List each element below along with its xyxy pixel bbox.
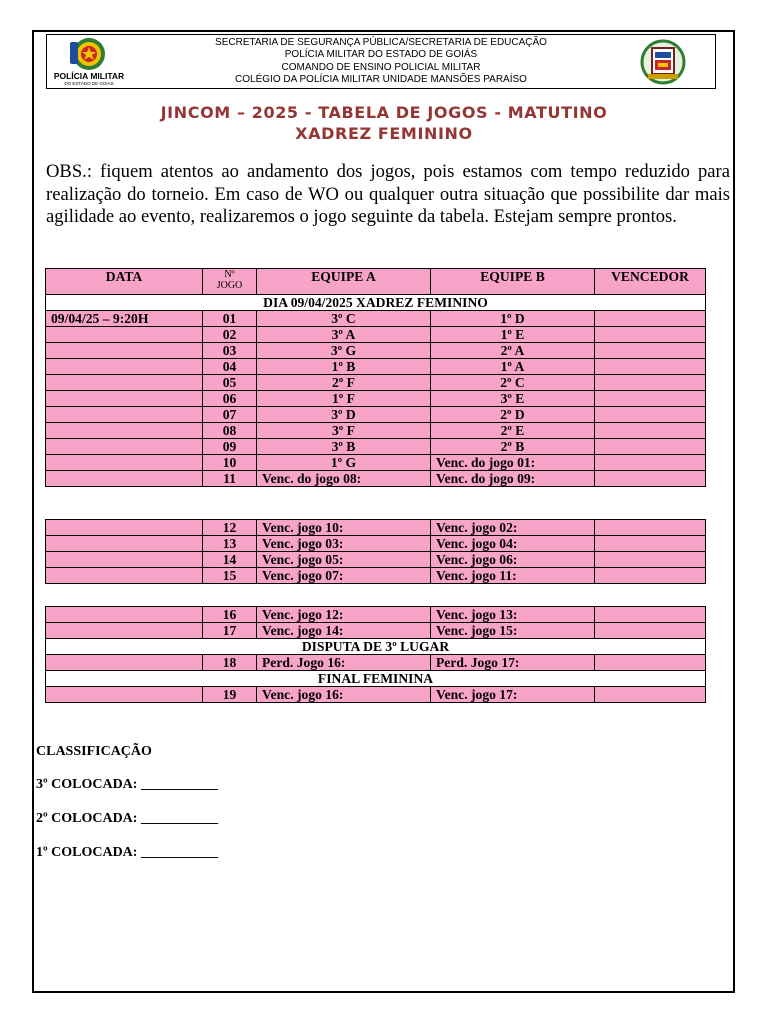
- cell-data: [46, 655, 203, 671]
- policia-militar-logo: [50, 36, 128, 86]
- cell-equipe-a: 3º G: [257, 343, 431, 359]
- cell-vencedor: [595, 552, 706, 568]
- final-band-row: [46, 671, 706, 687]
- table-row: [46, 655, 706, 671]
- cell-data: [46, 359, 203, 375]
- cell-vencedor: [595, 520, 706, 536]
- cell-equipe-a: 3º C: [257, 311, 431, 327]
- cell-data: [46, 607, 203, 623]
- cell-jogo: 10: [203, 455, 257, 471]
- cell-data: [46, 375, 203, 391]
- cell-vencedor: [595, 343, 706, 359]
- cell-equipe-b: Venc. do jogo 01:: [431, 455, 595, 471]
- cell-vencedor: [595, 407, 706, 423]
- cell-jogo: 17: [203, 623, 257, 639]
- obs-paragraph: OBS.: fiquem atentos ao andamento dos jogos, pois estamos com tempo reduzido para realização do torneio. Em caso de WO ou qualquer outra situação que possibilite dar mais agilidade ao evento, realizaremos o jogo seguinte da tabela. Estejam sempre prontos.: [46, 161, 730, 227]
- cell-data: 09/04/25 – 9:20H: [46, 311, 203, 327]
- cell-data: [46, 455, 203, 471]
- cell-equipe-a: 3º B: [257, 439, 431, 455]
- header-line-2: POLÍCIA MILITAR DO ESTADO DE GOIÁS: [284, 49, 478, 61]
- header-data: DATA: [46, 269, 203, 295]
- cell-equipe-b: 2º E: [431, 423, 595, 439]
- cell-jogo: 18: [203, 655, 257, 671]
- table-row: [46, 552, 706, 568]
- cell-jogo: 09: [203, 439, 257, 455]
- header-text: [47, 37, 715, 87]
- final-band: FINAL FEMININA: [46, 671, 706, 687]
- cell-equipe-b: 1º A: [431, 359, 595, 375]
- header-box: [46, 34, 716, 89]
- games-table-1: [45, 268, 706, 487]
- cell-equipe-b: Venc. jogo 11:: [431, 568, 595, 584]
- day-band: DIA 09/04/2025 XADREZ FEMININO: [46, 295, 706, 311]
- cell-equipe-a: Venc. jogo 05:: [257, 552, 431, 568]
- cell-equipe-b: 1º E: [431, 327, 595, 343]
- cell-data: [46, 391, 203, 407]
- header-equipe-a: EQUIPE A: [257, 269, 431, 295]
- table-row: [46, 536, 706, 552]
- cell-jogo: 05: [203, 375, 257, 391]
- cell-vencedor: [595, 536, 706, 552]
- cell-data: [46, 327, 203, 343]
- group3-rows: [46, 607, 706, 639]
- cell-jogo: 15: [203, 568, 257, 584]
- table-row: [46, 423, 706, 439]
- cell-equipe-a: 1º G: [257, 455, 431, 471]
- header-jogo: Nº JOGO: [203, 269, 257, 295]
- cell-equipe-a: 3º F: [257, 423, 431, 439]
- cell-vencedor: [595, 359, 706, 375]
- cell-equipe-a: Perd. Jogo 16:: [257, 655, 431, 671]
- cell-jogo: 07: [203, 407, 257, 423]
- cell-data: [46, 343, 203, 359]
- cell-equipe-b: Venc. jogo 02:: [431, 520, 595, 536]
- cell-equipe-b: Venc. do jogo 09:: [431, 471, 595, 487]
- games-table-2: [45, 519, 706, 584]
- cell-data: [46, 568, 203, 584]
- cell-vencedor: [595, 391, 706, 407]
- third-place-band-row: [46, 639, 706, 655]
- cell-data: [46, 471, 203, 487]
- table-row: [46, 327, 706, 343]
- cell-data: [46, 552, 203, 568]
- cell-equipe-a: Venc. jogo 03:: [257, 536, 431, 552]
- document-subtitle: XADREZ FEMININO: [295, 124, 473, 143]
- cell-equipe-b: Venc. jogo 13:: [431, 607, 595, 623]
- table-row: [46, 687, 706, 703]
- cell-equipe-b: Venc. jogo 17:: [431, 687, 595, 703]
- cell-equipe-b: 2º A: [431, 343, 595, 359]
- cell-vencedor: [595, 623, 706, 639]
- cell-equipe-b: 2º D: [431, 407, 595, 423]
- cell-data: [46, 439, 203, 455]
- cell-vencedor: [595, 568, 706, 584]
- cell-equipe-b: 2º B: [431, 439, 595, 455]
- second-place-line: 2º COLOCADA: ___________: [36, 811, 218, 826]
- document-title: JINCOM – 2025 - TABELA DE JOGOS - MATUTINO: [160, 103, 608, 122]
- first-place-line: 1º COLOCADA: ___________: [36, 845, 218, 860]
- cell-equipe-a: Venc. do jogo 08:: [257, 471, 431, 487]
- cell-vencedor: [595, 375, 706, 391]
- cell-jogo: 02: [203, 327, 257, 343]
- cell-data: [46, 520, 203, 536]
- cell-vencedor: [595, 311, 706, 327]
- cell-data: [46, 423, 203, 439]
- cell-equipe-a: 2º F: [257, 375, 431, 391]
- table-row: [46, 471, 706, 487]
- cell-vencedor: [595, 471, 706, 487]
- cell-equipe-a: 3º D: [257, 407, 431, 423]
- cell-equipe-b: 1º D: [431, 311, 595, 327]
- cell-jogo: 08: [203, 423, 257, 439]
- cell-equipe-a: 1º F: [257, 391, 431, 407]
- svg-text:POLÍCIA MILITAR: POLÍCIA MILITAR: [53, 71, 125, 81]
- table-row: [46, 568, 706, 584]
- day-band-row: [46, 295, 706, 311]
- table-row: [46, 407, 706, 423]
- cell-vencedor: [595, 655, 706, 671]
- cell-equipe-b: Perd. Jogo 17:: [431, 655, 595, 671]
- table-row: [46, 311, 706, 327]
- cell-jogo: 03: [203, 343, 257, 359]
- cell-data: [46, 536, 203, 552]
- cell-equipe-a: Venc. jogo 10:: [257, 520, 431, 536]
- cell-equipe-a: Venc. jogo 07:: [257, 568, 431, 584]
- cell-jogo: 19: [203, 687, 257, 703]
- cell-equipe-a: Venc. jogo 14:: [257, 623, 431, 639]
- cell-equipe-b: 3º E: [431, 391, 595, 407]
- table-row: [46, 375, 706, 391]
- cell-jogo: 04: [203, 359, 257, 375]
- classification-heading: CLASSIFICAÇÃO: [36, 744, 152, 759]
- table-row: [46, 343, 706, 359]
- cell-data: [46, 623, 203, 639]
- cell-equipe-a: Venc. jogo 16:: [257, 687, 431, 703]
- svg-text:DO ESTADO DE GOIÁS: DO ESTADO DE GOIÁS: [64, 81, 114, 86]
- cell-vencedor: [595, 455, 706, 471]
- table-row: [46, 359, 706, 375]
- cell-data: [46, 687, 203, 703]
- cell-vencedor: [595, 687, 706, 703]
- cell-equipe-b: 2º C: [431, 375, 595, 391]
- header-vencedor: VENCEDOR: [595, 269, 706, 295]
- third-place-band: DISPUTA DE 3º LUGAR: [46, 639, 706, 655]
- cell-data: [46, 407, 203, 423]
- header-equipe-b: EQUIPE B: [431, 269, 595, 295]
- cell-jogo: 11: [203, 471, 257, 487]
- third-place-line: 3º COLOCADA: ___________: [36, 777, 218, 792]
- cell-jogo: 12: [203, 520, 257, 536]
- table-row: [46, 455, 706, 471]
- header-line-3: COMANDO DE ENSINO POLICIAL MILITAR: [281, 61, 481, 73]
- cell-jogo: 13: [203, 536, 257, 552]
- cell-jogo: 16: [203, 607, 257, 623]
- header-line-1: SECRETARIA DE SEGURANÇA PÚBLICA/SECRETARIA DE EDUCAÇÃO: [215, 37, 547, 48]
- table-row: [46, 520, 706, 536]
- table-row: [46, 607, 706, 623]
- header-line-4: COLÉGIO DA POLÍCIA MILITAR UNIDADE MANSÕES PARAÍSO: [235, 74, 527, 86]
- group1-rows: [46, 311, 706, 487]
- table-row: [46, 623, 706, 639]
- cell-vencedor: [595, 439, 706, 455]
- cell-equipe-a: 3º A: [257, 327, 431, 343]
- cell-jogo: 01: [203, 311, 257, 327]
- cell-jogo: 06: [203, 391, 257, 407]
- colegio-crest-logo: [640, 38, 686, 86]
- table-header-row: [46, 269, 706, 295]
- cell-equipe-a: Venc. jogo 12:: [257, 607, 431, 623]
- group2-rows: [46, 520, 706, 584]
- cell-vencedor: [595, 327, 706, 343]
- cell-equipe-b: Venc. jogo 06:: [431, 552, 595, 568]
- cell-jogo: 14: [203, 552, 257, 568]
- cell-vencedor: [595, 423, 706, 439]
- cell-equipe-b: Venc. jogo 04:: [431, 536, 595, 552]
- cell-vencedor: [595, 607, 706, 623]
- cell-equipe-b: Venc. jogo 15:: [431, 623, 595, 639]
- table-row: [46, 391, 706, 407]
- cell-equipe-a: 1º B: [257, 359, 431, 375]
- games-table-3: [45, 606, 706, 703]
- table-row: [46, 439, 706, 455]
